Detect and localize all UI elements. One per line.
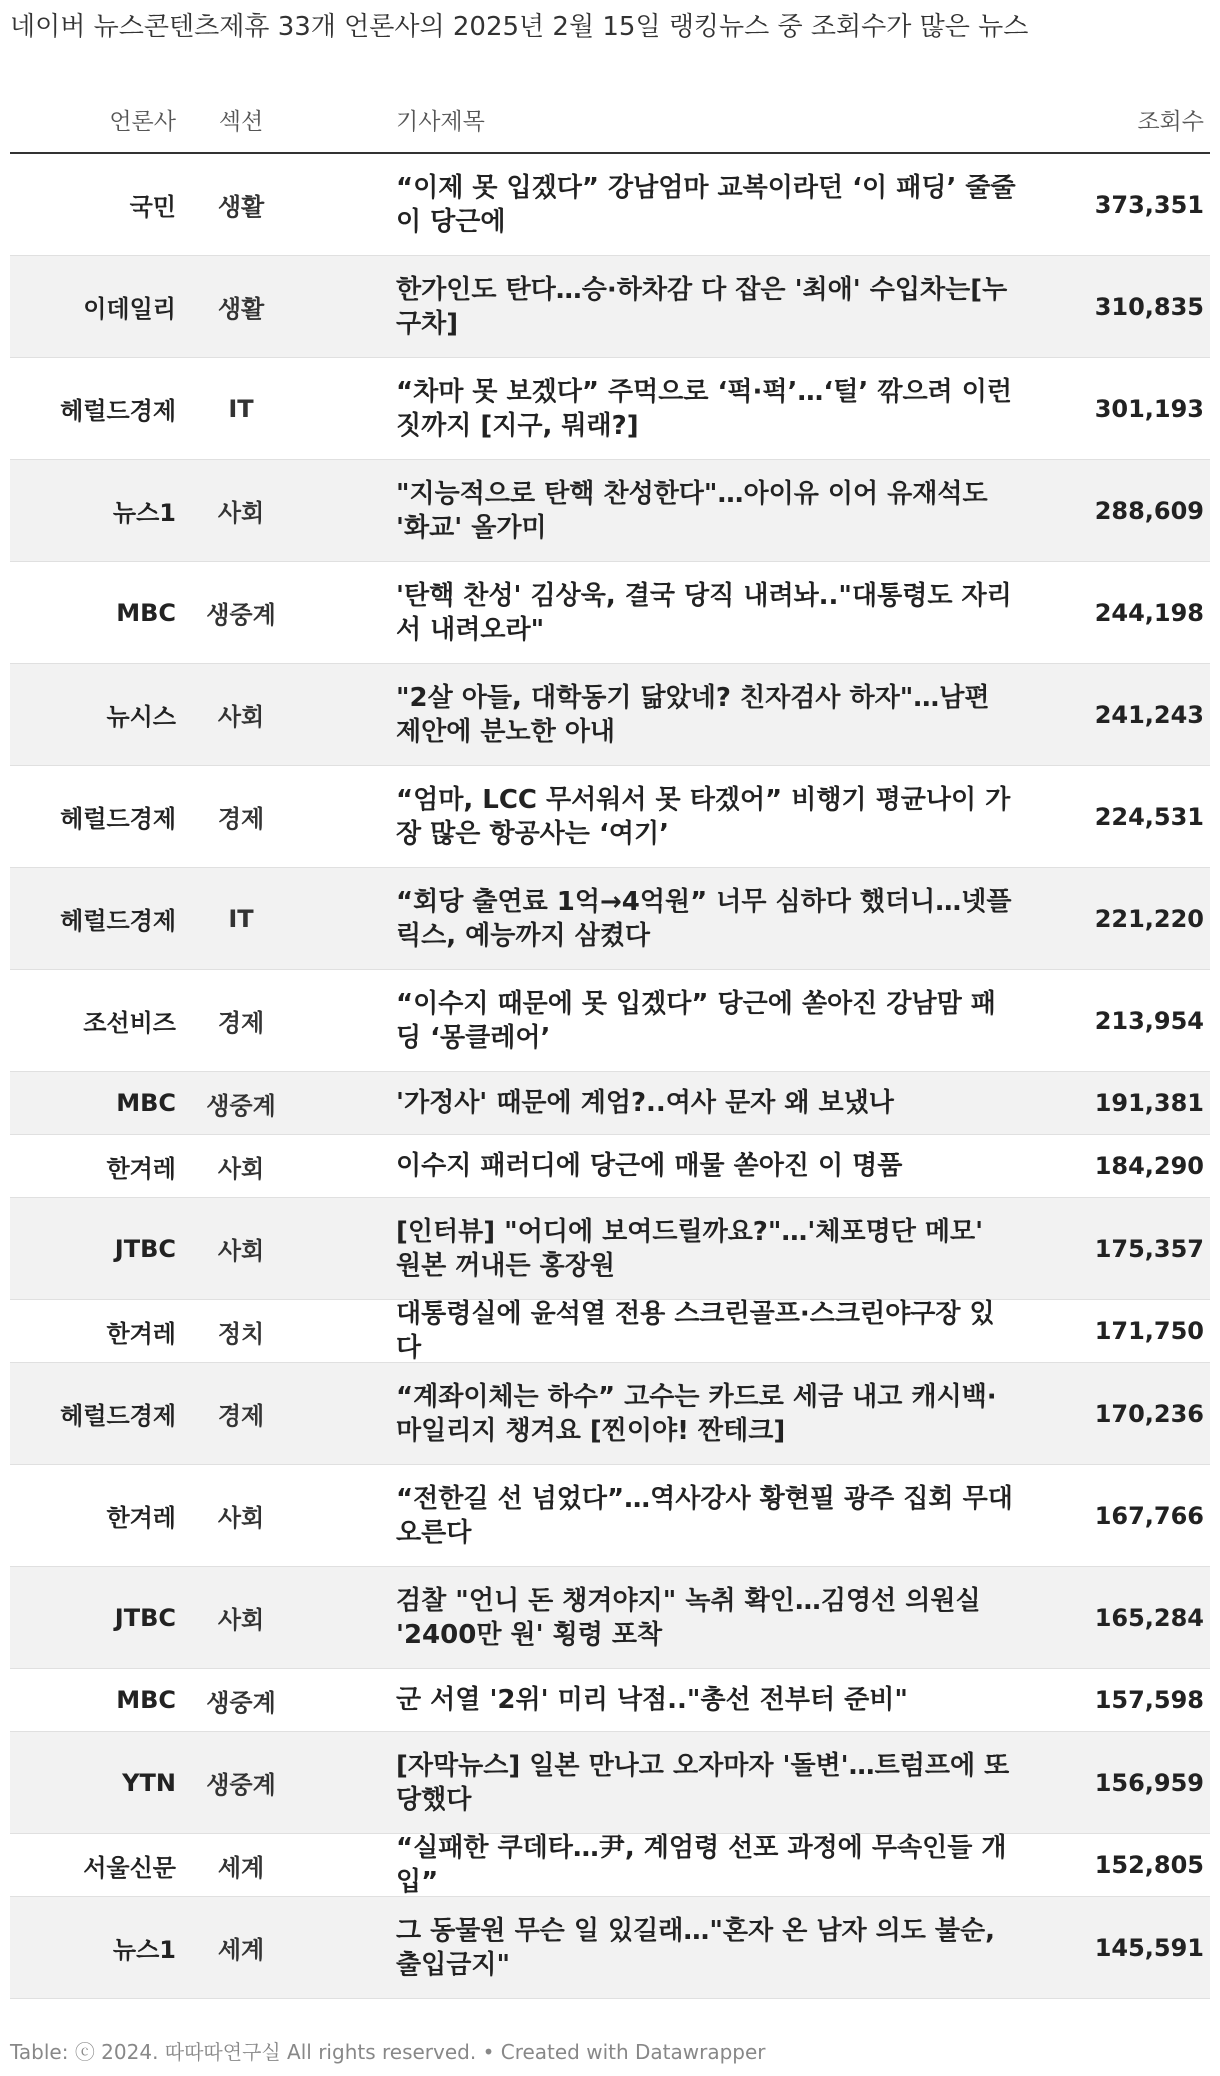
table-row xyxy=(10,1834,1210,1897)
cell-headline: “전한길 선 넘었다”…역사강사 황현필 광주 집회 무대 오른다 xyxy=(396,1483,1013,1548)
cell-views: 191,381 xyxy=(1094,1089,1204,1117)
table-row xyxy=(10,1198,1210,1300)
cell-section: 경제 xyxy=(217,1009,265,1037)
cell-headline: “엄마, LCC 무서워서 못 타겠어” 비행기 평균나이 가장 많은 항공사는 ‘여기’ xyxy=(396,784,1011,849)
cell-publisher: 뉴스1 xyxy=(112,499,176,527)
table-row xyxy=(10,1669,1210,1732)
table-footer-credit: Table: ⓒ 2024. 따따따연구실 All rights reserved. • Created with Datawrapper xyxy=(10,2040,766,2064)
cell-publisher: 한겨레 xyxy=(106,1504,176,1532)
cell-headline: “이제 못 입겠다” 강남엄마 교복이라던 ‘이 패딩’ 줄줄이 당근에 xyxy=(396,172,1016,237)
cell-section: 생활 xyxy=(217,295,265,323)
cell-views: 171,750 xyxy=(1094,1317,1204,1345)
table-row xyxy=(10,1300,1210,1363)
cell-section: 사회 xyxy=(217,1154,265,1183)
cell-publisher: MBC xyxy=(116,1686,176,1714)
cell-views: 175,357 xyxy=(1094,1234,1204,1263)
header-section[interactable]: 섹션 xyxy=(218,108,264,135)
table-row xyxy=(10,664,1210,766)
cell-publisher: MBC xyxy=(116,1089,176,1117)
cell-views: 288,609 xyxy=(1094,496,1204,525)
cell-publisher: JTBC xyxy=(114,1234,176,1263)
table-row xyxy=(10,1897,1210,1999)
cell-publisher: 헤럴드경제 xyxy=(60,1402,176,1430)
cell-section: 세계 xyxy=(217,1936,265,1964)
cell-views: 165,284 xyxy=(1094,1603,1204,1632)
table-row xyxy=(10,868,1210,970)
cell-headline: 대통령실에 윤석열 전용 스크린골프·스크린야구장 있다 xyxy=(396,1299,995,1363)
cell-views: 167,766 xyxy=(1094,1501,1204,1530)
cell-headline: "2살 아들, 대학동기 닮았네? 친자검사 하자"…남편 제안에 분노한 아내 xyxy=(396,682,990,747)
cell-publisher: JTBC xyxy=(114,1603,176,1632)
cell-publisher: 뉴시스 xyxy=(106,703,176,731)
table-row xyxy=(10,256,1210,358)
cell-headline: 한가인도 탄다…승·하차감 다 잡은 '최애' 수입차는[누구차] xyxy=(396,274,1008,339)
cell-headline: 검찰 "언니 돈 챙겨야지" 녹취 확인…김영선 의원실 '2400만 원' 횡령 포착 xyxy=(396,1585,981,1650)
cell-publisher: 조선비즈 xyxy=(83,1009,176,1037)
cell-publisher: YTN xyxy=(122,1768,176,1797)
table-row xyxy=(10,1135,1210,1198)
table-row xyxy=(10,1732,1210,1834)
header-headline[interactable]: 기사제목 xyxy=(396,108,485,135)
cell-views: 221,220 xyxy=(1094,904,1204,933)
cell-section: 사회 xyxy=(217,703,265,731)
cell-headline: “회당 출연료 1억→4억원” 너무 심하다 했더니…넷플릭스, 예능까지 삼켰다 xyxy=(396,886,1012,951)
table-row xyxy=(10,562,1210,664)
cell-publisher: 서울신문 xyxy=(83,1853,176,1882)
cell-section: 사회 xyxy=(217,499,265,527)
cell-views: 224,531 xyxy=(1094,802,1204,831)
cell-headline: [자막뉴스] 일본 만나고 오자마자 '돌변'…트럼프에 또 당했다 xyxy=(396,1750,1010,1815)
table-row xyxy=(10,1363,1210,1465)
cell-headline: “계좌이체는 하수” 고수는 카드로 세금 내고 캐시백·마일리지 챙겨요 [찐이야! 짠테크] xyxy=(396,1381,997,1446)
cell-publisher: 이데일리 xyxy=(83,295,176,323)
cell-publisher: 헤럴드경제 xyxy=(60,805,176,833)
cell-headline: '탄핵 찬성' 김상욱, 결국 당직 내려놔.."대통령도 자리서 내려오라" xyxy=(396,580,1012,645)
cell-section: 정치 xyxy=(217,1319,265,1348)
cell-publisher: MBC xyxy=(116,598,176,627)
header-publisher[interactable]: 언론사 xyxy=(109,108,176,135)
cell-publisher: 뉴스1 xyxy=(112,1936,176,1964)
cell-section: 생중계 xyxy=(206,601,276,629)
table-row xyxy=(10,460,1210,562)
cell-section: 생중계 xyxy=(206,1771,276,1799)
cell-views: 301,193 xyxy=(1094,394,1204,423)
cell-publisher: 한겨레 xyxy=(106,1319,176,1348)
cell-section: 사회 xyxy=(217,1237,265,1265)
header-views[interactable]: 조회수 xyxy=(1137,108,1204,135)
table-title: 네이버 뉴스콘텐츠제휴 33개 언론사의 2025년 2월 15일 랭킹뉴스 중 조회수가 많은 뉴스 xyxy=(10,12,1029,42)
cell-headline: 그 동물원 무슨 일 있길래…"혼자 온 남자 의도 불순, 출입금지" xyxy=(396,1915,996,1980)
cell-publisher: 헤럴드경제 xyxy=(60,907,176,935)
table-row xyxy=(10,358,1210,460)
cell-views: 156,959 xyxy=(1094,1768,1204,1797)
table-row xyxy=(10,766,1210,868)
table-row xyxy=(10,154,1210,256)
cell-section: IT xyxy=(228,904,254,933)
cell-section: 생활 xyxy=(217,193,265,221)
cell-headline: “이수지 때문에 못 입겠다” 당근에 쏟아진 강남맘 패딩 ‘몽클레어’ xyxy=(396,988,996,1053)
cell-section: 생중계 xyxy=(206,1688,276,1717)
cell-views: 145,591 xyxy=(1094,1933,1204,1962)
cell-section: 경제 xyxy=(217,1402,265,1430)
cell-section: 사회 xyxy=(217,1504,265,1532)
cell-headline: "지능적으로 탄핵 찬성한다"…아이유 이어 유재석도 '화교' 올가미 xyxy=(396,478,988,543)
cell-views: 184,290 xyxy=(1094,1152,1204,1180)
cell-section: 생중계 xyxy=(206,1091,276,1120)
cell-views: 241,243 xyxy=(1094,700,1204,729)
cell-headline: “실패한 쿠데타…尹, 계엄령 선포 과정에 무속인들 개입” xyxy=(396,1833,1007,1897)
ranking-table xyxy=(10,86,1210,1999)
cell-section: IT xyxy=(228,394,254,423)
cell-views: 310,835 xyxy=(1094,292,1204,321)
cell-headline: '가정사' 때문에 계엄?..여사 문자 왜 보냈나 xyxy=(396,1088,894,1118)
table-row xyxy=(10,1567,1210,1669)
cell-headline: “차마 못 보겠다” 주먹으로 ‘퍽·퍽’…‘털’ 깎으려 이런 짓까지 [지구, 뭐래?] xyxy=(396,376,1012,441)
cell-views: 152,805 xyxy=(1094,1851,1204,1879)
cell-section: 세계 xyxy=(217,1853,265,1882)
cell-views: 244,198 xyxy=(1094,598,1204,627)
cell-publisher: 국민 xyxy=(129,193,176,221)
table-header-row xyxy=(10,86,1210,154)
cell-headline: 군 서열 '2위' 미리 낙점.."총선 전부터 준비" xyxy=(396,1685,908,1715)
cell-publisher: 한겨레 xyxy=(106,1154,176,1183)
table-row xyxy=(10,1465,1210,1567)
table-row xyxy=(10,970,1210,1072)
cell-views: 213,954 xyxy=(1094,1006,1204,1035)
cell-views: 373,351 xyxy=(1094,190,1204,219)
cell-section: 사회 xyxy=(217,1606,265,1634)
cell-views: 170,236 xyxy=(1094,1399,1204,1428)
cell-headline: [인터뷰] "어디에 보여드릴까요?"…'체포명단 메모' 원본 꺼내든 홍장원 xyxy=(396,1216,984,1281)
cell-headline: 이수지 패러디에 당근에 매물 쏟아진 이 명품 xyxy=(396,1151,903,1181)
table-row xyxy=(10,1072,1210,1135)
cell-views: 157,598 xyxy=(1094,1686,1204,1714)
cell-publisher: 헤럴드경제 xyxy=(60,397,176,425)
cell-section: 경제 xyxy=(217,805,265,833)
